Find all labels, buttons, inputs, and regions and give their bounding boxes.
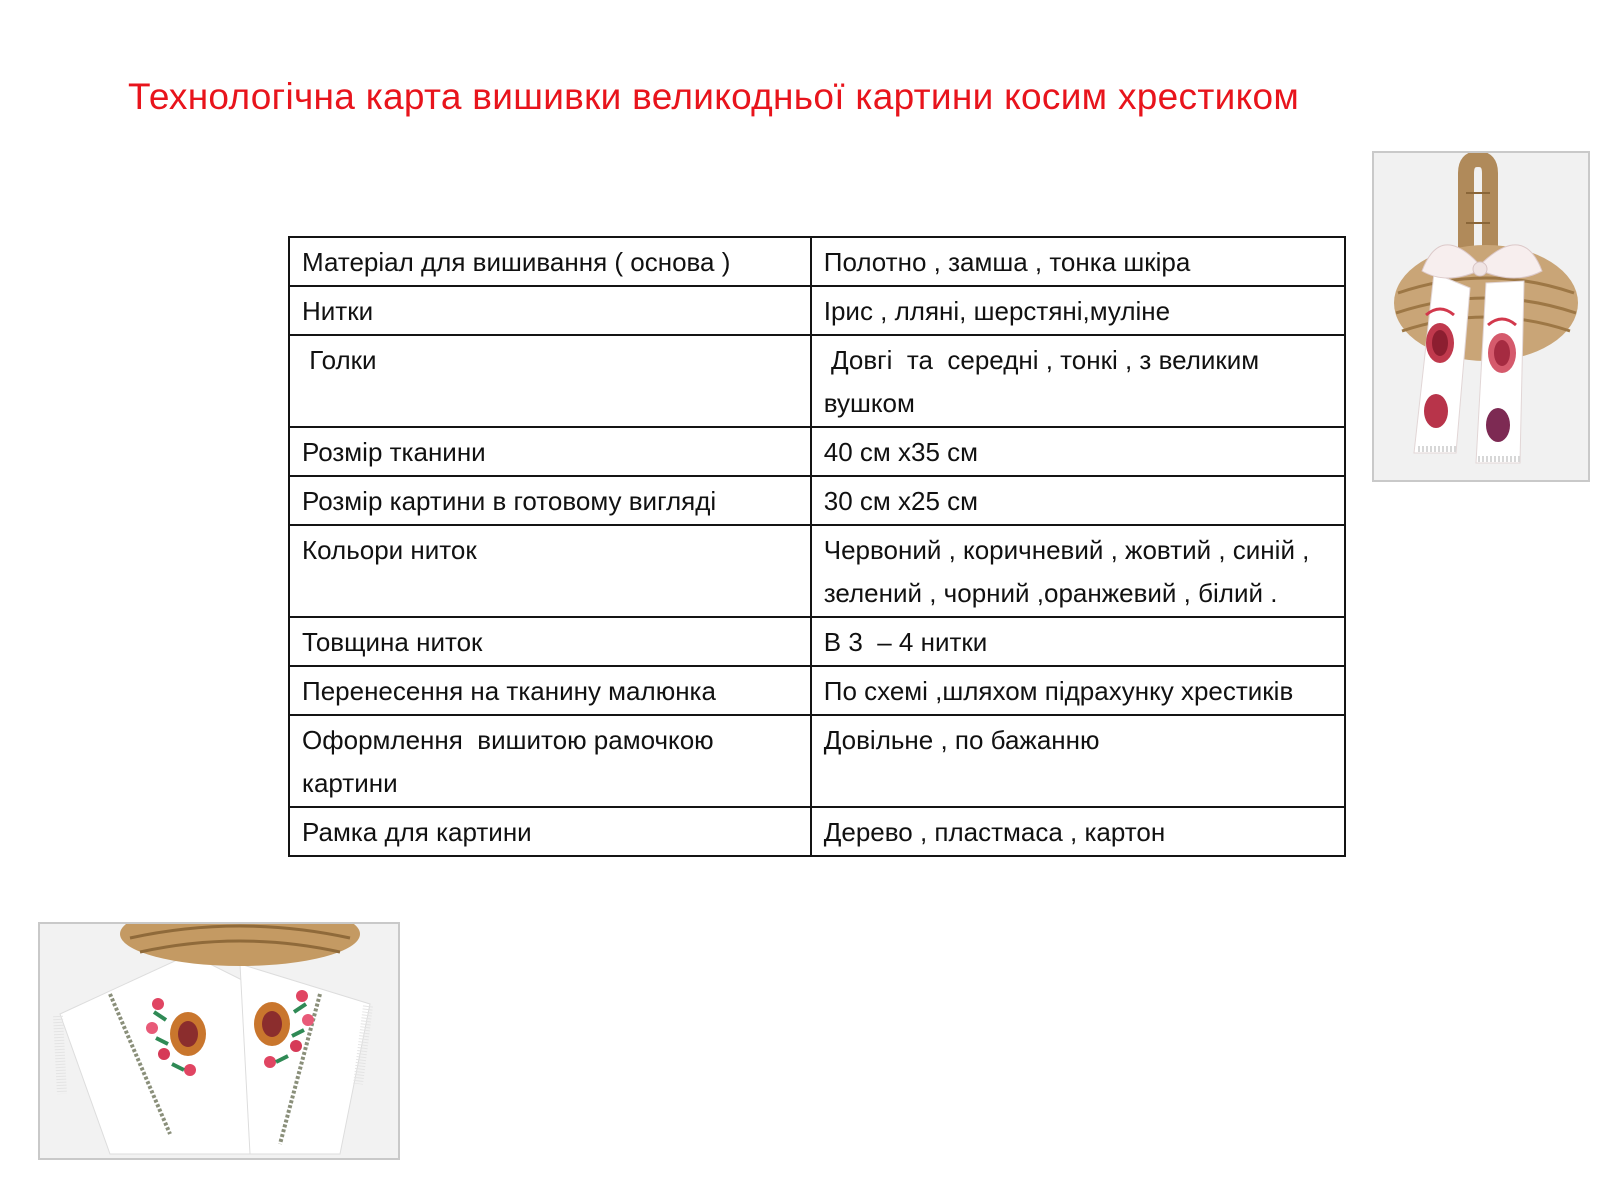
towels-illustration xyxy=(40,924,398,1158)
row-label: Розмір картини в готовому вигляді xyxy=(289,476,811,525)
row-value: Полотно , замша , тонка шкіра xyxy=(811,237,1345,286)
table-row xyxy=(289,286,1345,335)
row-label: Розмір тканини xyxy=(289,427,811,476)
basket-photo xyxy=(1372,151,1590,482)
towels-photo xyxy=(38,922,400,1160)
table-row xyxy=(289,715,1345,807)
row-label: Голки xyxy=(289,335,811,427)
row-label: Нитки xyxy=(289,286,811,335)
row-label: Рамка для картини xyxy=(289,807,811,856)
table-row xyxy=(289,476,1345,525)
page-title: Технологічна карта вишивки великодньої картини косим хрестиком xyxy=(128,76,1300,117)
row-value: Ірис , лляні, шерстяні,муліне xyxy=(811,286,1345,335)
row-label: Матеріал для вишивання ( основа ) xyxy=(289,237,811,286)
table-row xyxy=(289,335,1345,427)
row-value: Довільне , по бажанню xyxy=(811,715,1345,807)
row-label: Оформлення вишитою рамочкою картини xyxy=(289,715,811,807)
basket-illustration xyxy=(1374,153,1588,480)
table-row xyxy=(289,617,1345,666)
row-value: Червоний , коричневий , жовтий , синій , зелений , чорний ,оранжевий , білий . xyxy=(811,525,1345,617)
table-row xyxy=(289,666,1345,715)
row-value: Дерево , пластмаса , картон xyxy=(811,807,1345,856)
table-row xyxy=(289,427,1345,476)
row-value: В 3 – 4 нитки xyxy=(811,617,1345,666)
row-label: Перенесення на тканину малюнка xyxy=(289,666,811,715)
row-value: 30 см х25 см xyxy=(811,476,1345,525)
row-label: Кольори ниток xyxy=(289,525,811,617)
row-value: По схемі ,шляхом підрахунку хрестиків xyxy=(811,666,1345,715)
row-value: Довгі та середні , тонкі , з великим вушком xyxy=(811,335,1345,427)
table-row xyxy=(289,237,1345,286)
row-label: Товщина ниток xyxy=(289,617,811,666)
tech-card-table xyxy=(288,236,1346,857)
table-row xyxy=(289,525,1345,617)
row-value: 40 см х35 см xyxy=(811,427,1345,476)
table-row xyxy=(289,807,1345,856)
